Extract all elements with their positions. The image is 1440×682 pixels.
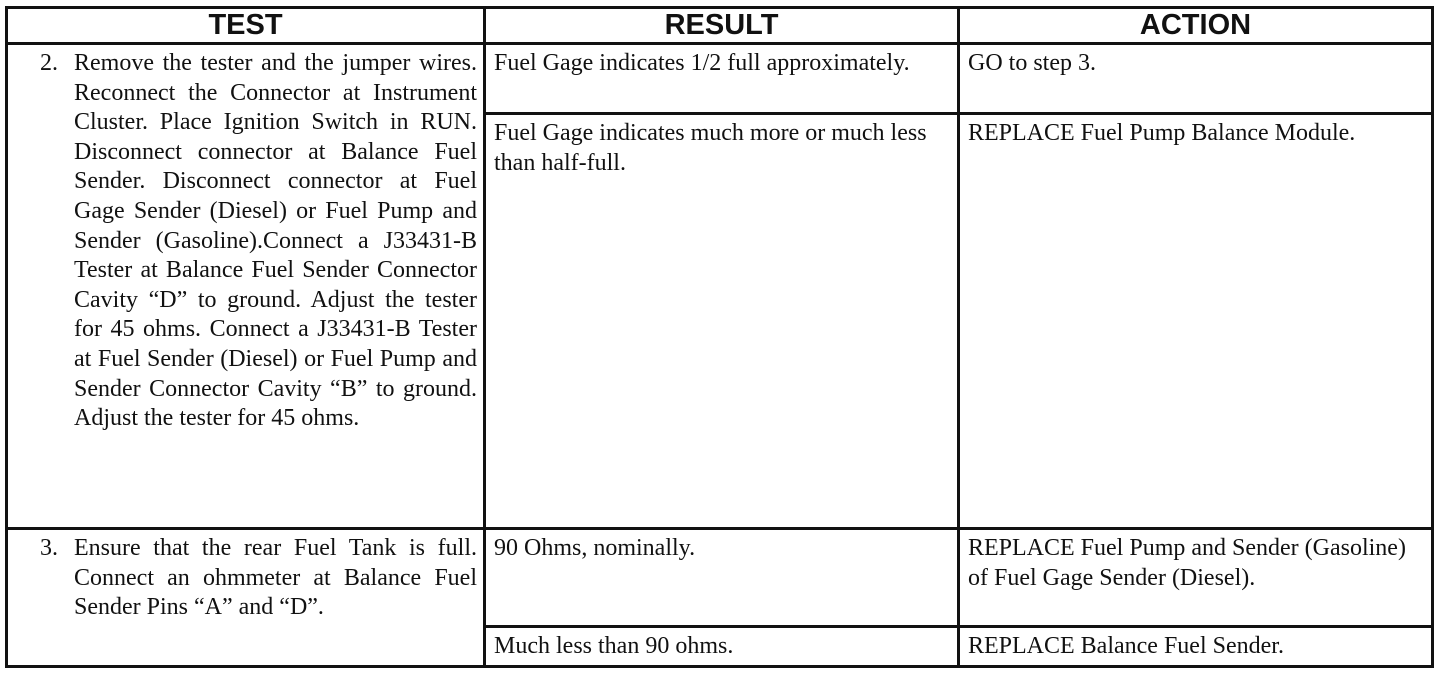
table-row	[7, 529, 1433, 627]
action-cell: REPLACE Balance Fuel Sender.	[959, 627, 1433, 667]
result-cell: Fuel Gage indicates 1/2 full approximately.	[485, 44, 959, 114]
test-column-header: TEST	[7, 8, 485, 44]
action-cell: REPLACE Fuel Pump and Sender (Gasoline) of Fuel Gage Sender (Diesel).	[959, 529, 1433, 627]
step-test-text: Remove the tester and the jumper wires. Reconnect the Connector at Instrument Cluster. Place Ignition Switch in RUN. Disconnect connector at Balance Fuel Sender. Disconnect connector at Fuel Gage Sender (Diesel) or Fuel Pump and Sender (Gasoline).Connect a J33431-B Tester at Balance Fuel Sender Connector Cavity “D” to ground. Adjust the tester for 45 ohms. Connect a J33431-B Tester at Fuel Sender (Diesel) or Fuel Pump and Sender Connector Cavity “B” to ground. Adjust the tester for 45 ohms.	[74, 50, 477, 432]
step-number: 3.	[40, 535, 58, 561]
diagnostic-table	[5, 6, 1434, 668]
step-3-test-cell	[7, 529, 485, 667]
action-cell: REPLACE Fuel Pump Balance Module.	[959, 114, 1433, 529]
result-cell: Much less than 90 ohms.	[485, 627, 959, 667]
step-number: 2.	[40, 50, 58, 76]
action-cell: GO to step 3.	[959, 44, 1433, 114]
action-column-header: ACTION	[959, 8, 1433, 44]
result-cell: 90 Ohms, nominally.	[485, 529, 959, 627]
header-row	[7, 8, 1433, 44]
table-row	[7, 44, 1433, 114]
step-2-test-cell	[7, 44, 485, 529]
result-column-header: RESULT	[485, 8, 959, 44]
result-cell: Fuel Gage indicates much more or much less than half-full.	[485, 114, 959, 529]
step-test-text: Ensure that the rear Fuel Tank is full. Connect an ohmmeter at Balance Fuel Sender Pins “A” and “D”.	[74, 535, 477, 621]
